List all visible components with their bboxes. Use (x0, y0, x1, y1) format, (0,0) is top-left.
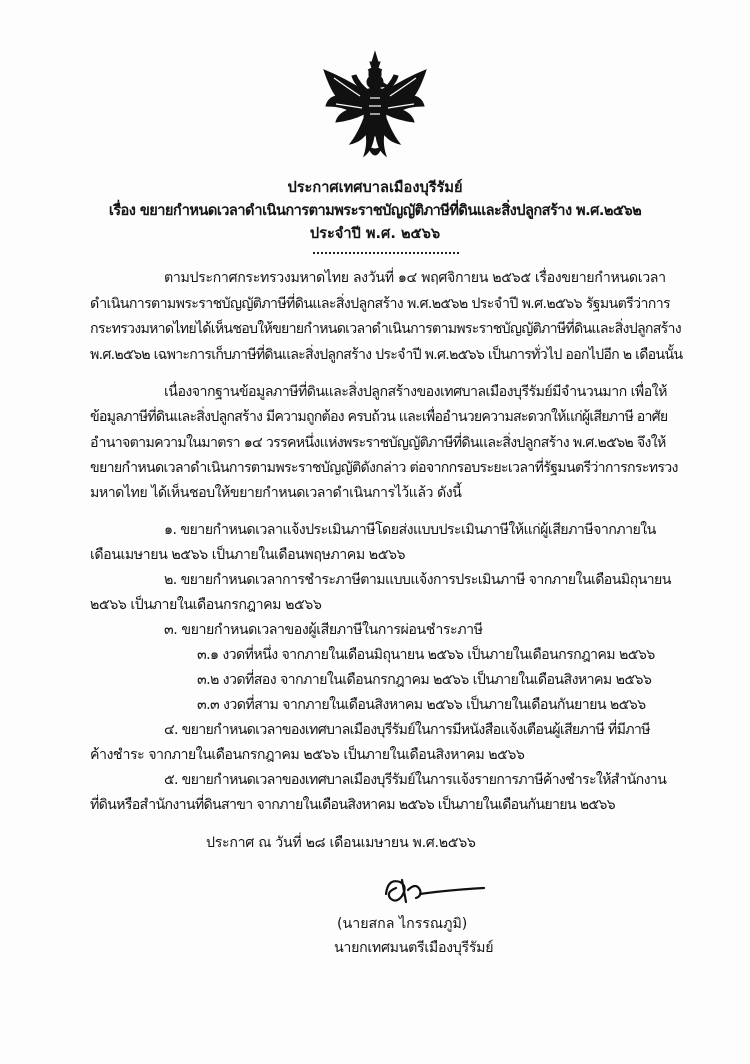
item-3: ๓. ขยายกำหนดเวลาของผู้เสียภาษีในการผ่อนชำระภาษี (164, 622, 483, 638)
item-1-line-2: เดือนเมษายน ๒๕๖๖ เป็นภายในเดือนพฤษภาคม ๒๕๖๖ (90, 547, 406, 563)
announcement-year: ประจำปี พ.ศ. ๒๕๖๖ (309, 225, 441, 242)
paragraph-1-line-2: ดำเนินการตามพระราชบัญญัติภาษีที่ดินและสิ่งปลูกสร้าง พ.ศ.๒๕๖๒ ประจำปี พ.ศ.๒๕๖๖ รัฐมนตรีว่าการ (90, 296, 671, 312)
item-5-line-2: ที่ดินหรือสำนักงานที่ดินสาขา จากภายในเดือนสิงหาคม ๒๕๖๖ เป็นภายในเดือนกันยายน ๒๕๖๖ (90, 797, 615, 813)
paragraph-1-line-1: ตามประกาศกระทรวงมหาดไทย ลงวันที่ ๑๔ พฤศจิกายน ๒๕๖๕ เรื่องขยายกำหนดเวลา (164, 270, 666, 286)
item-3-3: ๓.๓ งวดที่สาม จากภายในเดือนสิงหาคม ๒๕๖๖ เป็นภายในเดือนกันยายน ๒๕๖๖ (197, 697, 646, 713)
announcement-date: ประกาศ ณ วันที่ ๒๘ เดือนเมษายน พ.ศ.๒๕๖๖ (206, 835, 476, 851)
paragraph-2-line-1: เนื่องจากฐานข้อมูลภาษีที่ดินและสิ่งปลูกสร้างของเทศบาลเมืองบุรีรัมย์มีจำนวนมาก เพื่อให้ (164, 384, 667, 400)
paragraph-2-line-4: ขยายกำหนดเวลาดำเนินการตามพระราชบัญญัติดังกล่าว ต่อจากกรอบระยะเวลาที่รัฐมนตรีว่าการกระทรวง (90, 460, 678, 476)
item-3-1: ๓.๑ งวดที่หนึ่ง จากภายในเดือนมิถุนายน ๒๕๖๖ เป็นภายในเดือนกรกฎาคม ๒๕๖๖ (197, 647, 655, 663)
signer-title: นายกเทศมนตรีเมืองบุรีรัมย์ (334, 940, 494, 956)
item-2-line-2: ๒๕๖๖ เป็นภายในเดือนกรกฎาคม ๒๕๖๖ (90, 597, 322, 613)
item-1-line-1: ๑. ขยายกำหนดเวลาแจ้งประเมินภาษีโดยส่งแบบประเมินภาษีให้แก่ผู้เสียภาษีจากภายใน (164, 522, 656, 538)
title-divider (313, 252, 459, 254)
paragraph-2-line-3: อำนาจตามความในมาตรา ๑๔ วรรคหนึ่งแห่งพระราชบัญญัติภาษีที่ดินและสิ่งปลูกสร้าง พ.ศ.๒๕๖๒ จึงให้ (90, 435, 666, 451)
item-4-line-2: ค้างชำระ จากภายในเดือนกรกฎาคม ๒๕๖๖ เป็นภายในเดือนสิงหาคม ๒๕๖๖ (90, 747, 525, 763)
paragraph-1-line-4: พ.ศ.๒๕๖๒ เฉพาะการเก็บภาษีที่ดินและสิ่งปลูกสร้าง ประจำปี พ.ศ.๒๕๖๖ เป็นการทั่วไป ออกไปอีก ๒ เดือนนั้น (90, 347, 683, 363)
paragraph-1-line-3: กระทรวงมหาดไทยได้เห็นชอบให้ขยายกำหนดเวลาดำเนินการตามพระราชบัญญัติภาษีที่ดินและสิ่งปลูกสร้าง (90, 321, 681, 337)
paragraph-2-line-2: ข้อมูลภาษีที่ดินและสิ่งปลูกสร้าง มีความถูกต้อง ครบถ้วน และเพื่ออำนวยความสะดวกให้แก่ผู้เสียภาษี อาศัย (90, 409, 668, 425)
handwritten-signature (378, 868, 488, 910)
announcement-subject: เรื่อง ขยายกำหนดเวลาดำเนินการตามพระราชบัญญัติภาษีที่ดินและสิ่งปลูกสร้าง พ.ศ.๒๕๖๒ (108, 202, 642, 219)
announcement-title: ประกาศเทศบาลเมืองบุรีรัมย์ (287, 179, 463, 196)
signer-name: (นายสกล ไกรรณภูมิ) (337, 916, 468, 932)
garuda-emblem-icon (314, 48, 436, 170)
item-5-line-1: ๕. ขยายกำหนดเวลาของเทศบาลเมืองบุรีรัมย์ในการแจ้งรายการภาษีค้างชำระให้สำนักงาน (164, 772, 667, 788)
announcement-header (60, 176, 690, 245)
paragraph-2-line-5: มหาดไทย ได้เห็นชอบให้ขยายกำหนดเวลาดำเนินการไว้แล้ว ดังนี้ (90, 485, 462, 501)
item-4-line-1: ๔. ขยายกำหนดเวลาของเทศบาลเมืองบุรีรัมย์ในการมีหนังสือแจ้งเตือนผู้เสียภาษี ที่มีภาษี (164, 722, 650, 738)
item-2-line-1: ๒. ขยายกำหนดเวลาการชำระภาษีตามแบบแจ้งการประเมินภาษี จากภายในเดือนมิถุนายน (164, 572, 671, 588)
item-3-2: ๓.๒ งวดที่สอง จากภายในเดือนกรกฎาคม ๒๕๖๖ เป็นภายในเดือนสิงหาคม ๒๕๖๖ (197, 672, 652, 688)
